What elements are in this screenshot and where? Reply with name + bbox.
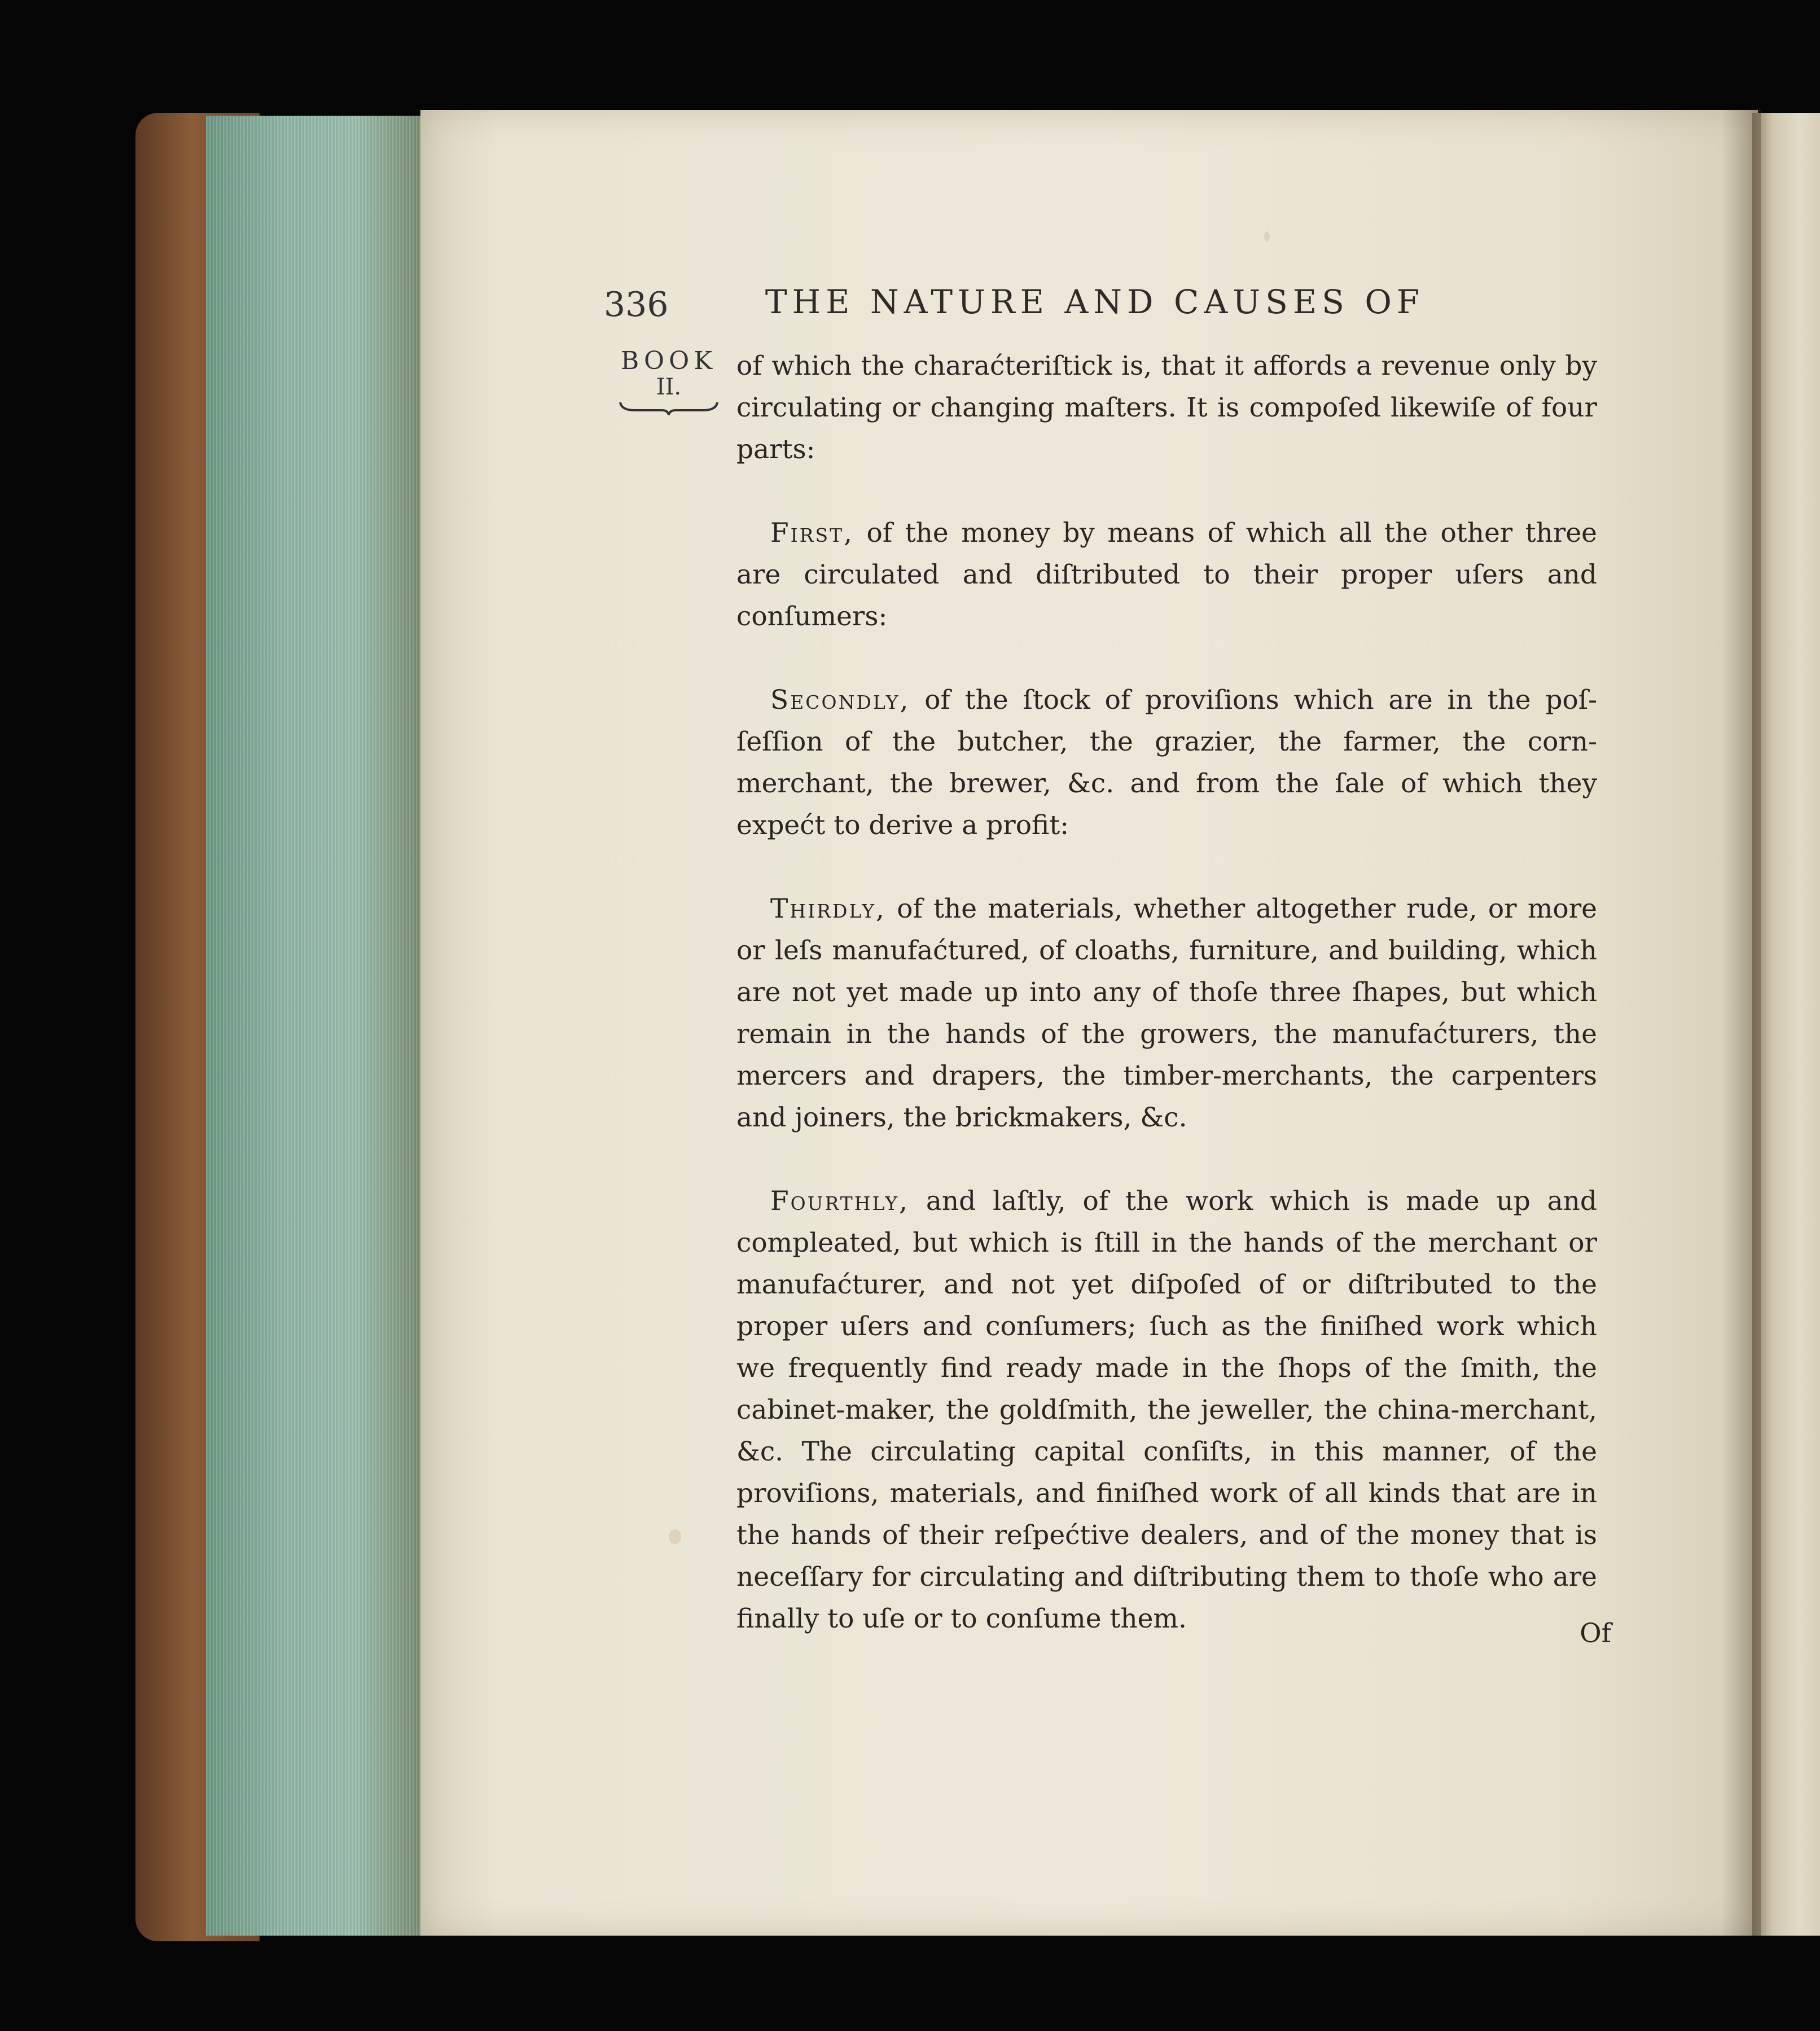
page-number: 336: [604, 285, 669, 324]
margin-note: [612, 347, 725, 432]
paragraph-lead: Fourthly,: [770, 1186, 910, 1217]
paragraph-text: of the ſtock of proviſions which are in the poſſeſſion of the butcher, the grazier, the farmer, the corn-merchant, the brewer, &c. and from the ſale of which they expećt to derive a profit:: [736, 685, 1597, 841]
paragraph-text: of the materials, whether altogether rude, or more or leſs manufaćtured, of cloaths, furniture, and building, which are not yet made up into any of thoſe three ſhapes, but which remain in the hands of the growers, the manufaćturers, the mercers and drapers, the timber-merchants, the carpenters and joiners, the brickmakers, &c.: [736, 893, 1597, 1133]
running-head: THE NATURE AND CAUSES OF: [765, 283, 1425, 321]
foxing-spot: [669, 1529, 681, 1544]
paragraph-secondly: [736, 679, 1597, 846]
facing-page-edge: [1752, 113, 1820, 1936]
gutter-shadow: [1721, 110, 1761, 1936]
paragraph-fourthly: [736, 1181, 1597, 1640]
paragraph-text: and laſtly, of the work which is made up and compleated, but which is ſtill in the hands of the merchant or manufaćturer, and not yet diſpoſed of or diſtributed to the proper uſers and conſumers; ſuch as the finiſhed work which we frequently find ready made in the ſhops of the ſmith, the cabinet-maker, the goldſmith, the jeweller, the china-merchant, &c. The circulating capital conſiſts, in this manner, of the proviſions, materials, and finiſhed work of all kinds that are in the hands of their reſpećtive dealers, and of the money that is neceſſary for circulating and diſtributing them to thoſe who are finally to uſe or to conſume them.: [736, 1186, 1597, 1634]
paragraph-lead: Secondly,: [770, 685, 910, 716]
paragraph-lead: First,: [770, 517, 854, 549]
margin-book-number: II.: [656, 374, 682, 400]
catchword: Of: [1580, 1618, 1611, 1649]
page-body: [736, 345, 1597, 1640]
foxing-spot: [1264, 231, 1270, 242]
paragraph-intro: of which the charaćteriſtick is, that it affords a revenue only by circulating or changing maſters. It is compoſed likewiſe of four parts:: [736, 350, 1597, 465]
paragraph-first: [736, 512, 1597, 638]
page-edges: [206, 116, 420, 1936]
paragraph-text: of the money by means of which all the other three are circulated and diſtributed to their proper uſers and conſumers:: [736, 517, 1597, 632]
margin-book-label: BOOK: [620, 346, 717, 375]
brace-icon: [618, 399, 720, 416]
paragraph-thirdly: [736, 888, 1597, 1139]
paragraph-lead: Thirdly,: [770, 893, 886, 924]
